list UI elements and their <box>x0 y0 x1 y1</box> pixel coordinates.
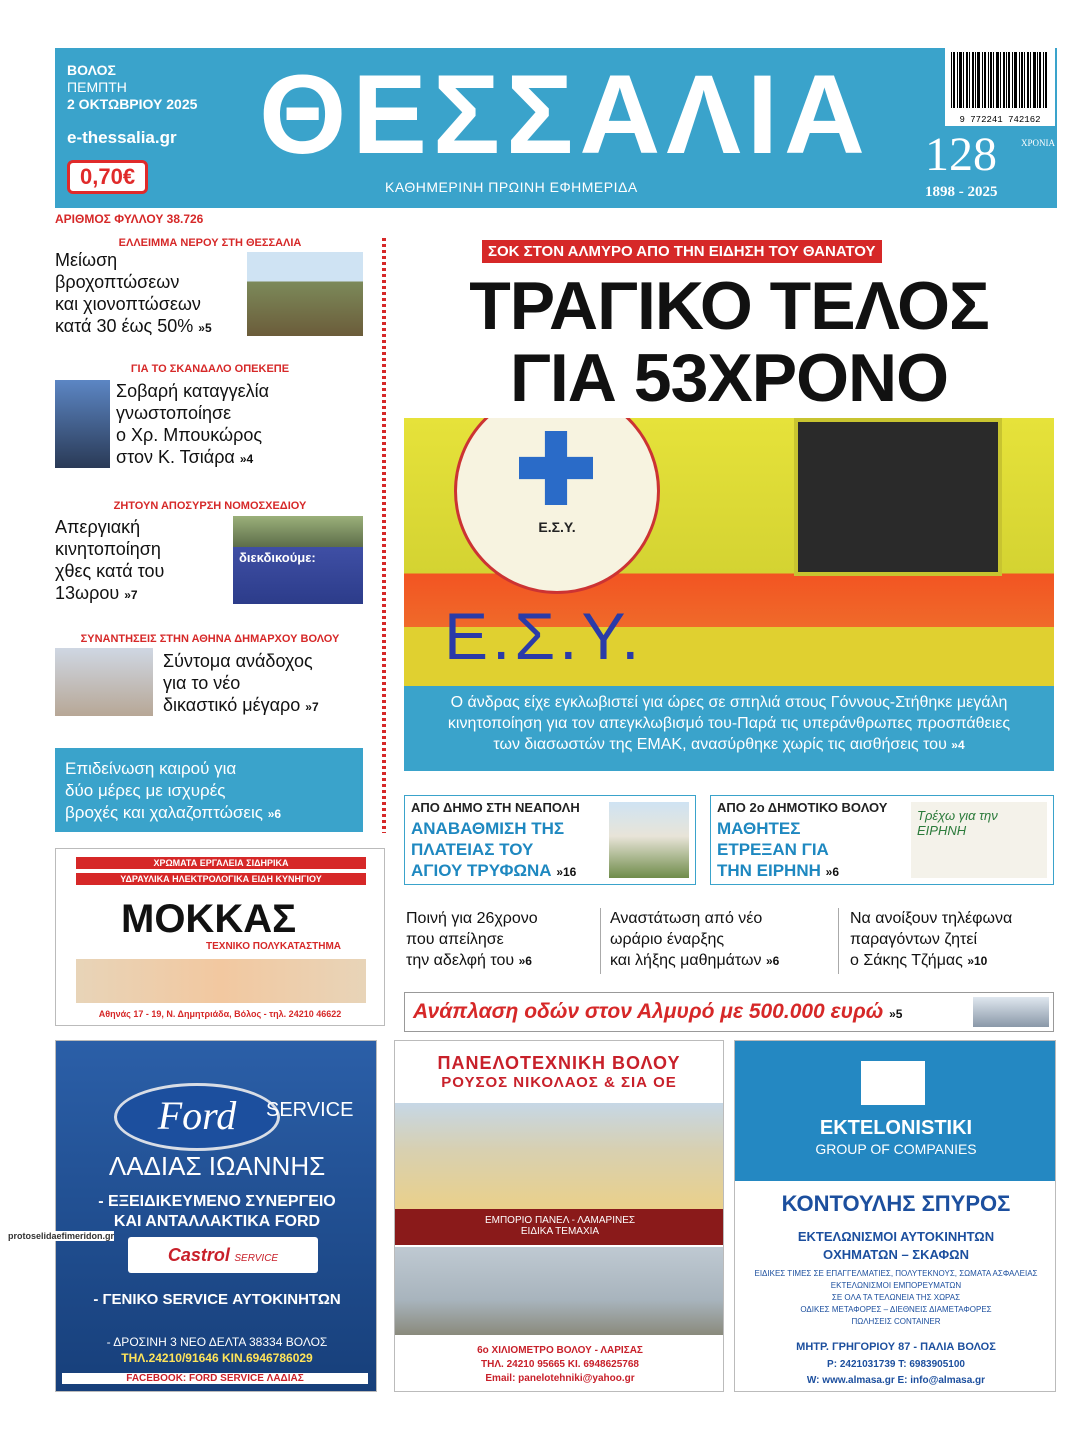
star-of-life-icon <box>519 431 593 505</box>
story-box-neapoli[interactable] <box>404 795 696 885</box>
page-ref: »6 <box>267 807 282 821</box>
main-caption <box>404 686 1054 771</box>
ford-line: ΚΑΙ ΑΝΤΑΛΛΑΚΤΙΚΑ FORD <box>113 1213 321 1230</box>
tools-illustration <box>76 959 366 1003</box>
ford-owner: ΛΑΔΙΑΣ ΙΩΑΝΝΗΣ <box>108 1151 326 1181</box>
box-line: ΕΤΡΕΞΑΝ ΓΙΑ <box>717 840 829 859</box>
lead-line: κινητοποίηση <box>55 539 161 559</box>
castrol-logo <box>128 1237 318 1273</box>
ford-address: - ΔΡΟΣΙΝΗ 3 ΝΕΟ ΔΕΛΤΑ 38334 ΒΟΛΟΣ <box>106 1335 328 1349</box>
page-ref: »5 <box>889 1007 903 1021</box>
lead-line: χθες κατά του <box>55 561 165 581</box>
ford-facebook: FACEBOOK: FORD SERVICE ΛΑΔΙΑΣ <box>62 1373 368 1384</box>
brief-story-phones[interactable] <box>850 908 1012 972</box>
price-badge: 0,70€ <box>67 160 148 194</box>
headline-line: ΓΙΑ 53ΧΡΟΝΟ <box>509 340 948 416</box>
box-line: ΜΑΘΗΤΕΣ <box>717 819 801 838</box>
ad-mokkas[interactable] <box>55 848 385 1026</box>
van-window <box>794 418 1002 576</box>
ekt-small: ΟΔΙΚΕΣ ΜΕΤΑΦΟΡΕΣ – ΔΙΕΘΝΕΙΣ ΔΙΑΜΕΤΑΦΟΡΕΣ <box>800 1305 992 1314</box>
weather-line: Επιδείνωση καιρού για <box>65 759 237 778</box>
ekt-header <box>735 1041 1056 1181</box>
years-word: ΧΡΟΝΙΑ <box>1021 138 1056 148</box>
sheets-photo <box>395 1247 724 1335</box>
tagline: ΚΑΘΗΜΕΡΙΝΗ ΠΡΩΙΝΗ ΕΦΗΜΕΡΙΔΑ <box>385 179 638 195</box>
ad-ford[interactable] <box>55 1040 377 1392</box>
anniversary <box>925 128 1056 201</box>
story-lead-courthouse[interactable] <box>163 650 319 718</box>
square-photo <box>609 802 689 878</box>
weather-box[interactable] <box>55 748 363 832</box>
panel-address: 6ο ΧΙΛΙΟΜΕΤΡΟ ΒΟΛΟΥ - ΛΑΡΙΣΑΣ <box>477 1345 643 1356</box>
ekt-small: ΠΩΛΗΣΕΙΣ CONTAINER <box>851 1317 941 1326</box>
field-photo <box>247 252 363 336</box>
brief-line: Αναστάτωση από νέο <box>610 910 763 927</box>
ad-mokkas-sub: ΤΕΧΝΙΚΟ ΠΟΛΥΚΑΤΑΣΤΗΜΑ <box>206 941 342 952</box>
peace-sign-photo <box>911 802 1047 878</box>
politician-photo <box>55 380 110 468</box>
story-box-school[interactable] <box>710 795 1054 885</box>
ford-line: - ΓΕΝΙΚΟ SERVICE ΑΥΤΟΚΙΝΗΤΩΝ <box>93 1291 341 1308</box>
story-lead-strike[interactable] <box>55 516 164 606</box>
lead-line: Σύντομα ανάδοχος <box>163 651 313 671</box>
box-line: ΑΓΙΟΥ ΤΡΥΦΩΝΑ <box>411 861 552 880</box>
barcode-number: 9 772241 742162 <box>959 115 1041 125</box>
box-title <box>411 818 576 883</box>
panel-email: Email: panelotehniki@yahoo.gr <box>485 1373 635 1384</box>
website-link[interactable]: e-thessalia.gr <box>67 128 177 147</box>
brief-line: ωράριο έναρξης <box>610 931 725 948</box>
bar-text: Ανάπλαση οδών στον Αλμυρό με 500.000 ευρώ <box>413 1000 884 1023</box>
ad-panelotechniki[interactable] <box>394 1040 724 1392</box>
banner-text: διεκδικούμε: <box>239 550 316 565</box>
weekday: ΠΕΜΠΤΗ <box>67 79 127 95</box>
ekt-small: ΣΕ ΟΛΑ ΤΑ ΤΕΛΩΝΕΙΑ ΤΗΣ ΧΩΡΑΣ <box>831 1293 961 1302</box>
panel-title: ΠΑΝΕΛΟΤΕΧΝΙΚΗ ΒΟΛΟΥ <box>437 1053 681 1073</box>
lead-line: ο Χρ. Μπουκώρος <box>116 425 263 445</box>
main-headline[interactable] <box>404 270 1054 414</box>
ford-phones: ΤΗΛ.24210/91646 ΚΙΝ.6946786029 <box>121 1351 313 1365</box>
lead-line: Μείωση <box>55 250 118 270</box>
page-ref: »4 <box>239 452 254 466</box>
years-range: 1898 - 2025 <box>925 184 998 200</box>
ambulance-photo <box>404 418 1054 686</box>
brief-line: που απείλησε <box>406 931 504 948</box>
headline-line: ΤΡΑΓΙΚΟ ΤΕΛΟΣ <box>469 268 989 344</box>
story-lead-water[interactable] <box>55 249 212 339</box>
ad-ektelonistiki[interactable] <box>734 1040 1056 1392</box>
divider <box>838 908 839 974</box>
ekt-line: ΕΚΤΕΛΩΝΙΣΜΟΙ ΑΥΤΟΚΙΝΗΤΩΝ <box>797 1229 995 1244</box>
divider <box>600 908 601 974</box>
barcode <box>945 48 1055 126</box>
ad-address: Αθηνάς 17 - 19, Ν. Δημητριάδα, Βόλος - τηλ. 24210 46622 <box>98 1009 342 1019</box>
brief-story-schedule[interactable] <box>610 908 779 972</box>
ekt-address: ΜΗΤΡ. ΓΡΗΓΟΡΙΟΥ 87 - ΠΑΛΙΑ ΒΟΛΟΣ <box>796 1341 996 1353</box>
main-kicker: ΣΟΚ ΣΤΟΝ ΑΛΜΥΡΟ ΑΠΟ ΤΗΝ ΕΙΔΗΣΗ ΤΟΥ ΘΑΝΑΤΟΥ <box>482 240 882 263</box>
page-ref: »6 <box>765 954 780 968</box>
brief-line: ο Σάκης Τζήμας <box>850 952 963 969</box>
emblem-text: Ε.Σ.Υ. <box>538 519 576 535</box>
watermark: protoselidaefimeridon.gr <box>8 1231 115 1241</box>
lead-line: 13ωρου <box>55 583 120 603</box>
lead-line: στον Κ. Τσιάρα <box>116 447 235 467</box>
newspaper-logo: ΘΕΣΣΑΛΙΑ <box>259 52 871 177</box>
caption-line: Ο άνδρας είχε εγκλωβιστεί για ώρες σε σπηλιά στους Γόννους-Στήθηκε μεγάλη <box>450 694 1008 711</box>
story-lead-opekepe[interactable] <box>116 380 269 470</box>
page-ref: »7 <box>124 588 138 602</box>
castrol-service: SERVICE <box>234 1253 279 1264</box>
panel-band <box>395 1209 724 1245</box>
ekt-line: ΟΧΗΜΑΤΩΝ – ΣΚΑΦΩΝ <box>823 1247 969 1262</box>
esy-lettering: Ε.Σ.Υ. <box>444 599 644 673</box>
box-line: ΠΛΑΤΕΙΑΣ ΤΟΥ <box>411 840 534 859</box>
page-ref: »4 <box>951 738 965 752</box>
box-kicker: ΑΠΟ ΔΗΜΟ ΣΤΗ ΝΕΑΠΟΛΗ <box>411 800 580 815</box>
panels-photo <box>395 1103 724 1209</box>
ford-brand: Ford <box>157 1093 237 1138</box>
ad-row: ΧΡΩΜΑΤΑ ΕΡΓΑΛΕΙΑ ΣΙΔΗΡΙΚΑ <box>76 857 366 869</box>
story-kicker: ΓΙΑ ΤΟ ΣΚΑΝΔΑΛΟ ΟΠΕΚΕΠΕ <box>130 363 290 375</box>
ekt-brand: EKTELONISTIKI <box>819 1117 973 1139</box>
ekt-name: ΚΟΝΤΟΥΛΗΣ ΣΠΥΡΟΣ <box>781 1191 1011 1216</box>
container-icon <box>861 1061 925 1105</box>
weather-line: δύο μέρες με ισχυρές <box>65 781 226 800</box>
panel-subtitle: ΡΟΥΣΟΣ ΝΙΚΟΛΑΟΣ & ΣΙΑ ΟΕ <box>441 1074 677 1091</box>
lead-line: δικαστικό μέγαρο <box>163 695 301 715</box>
panel-phones: ΤΗΛ. 24210 95665 ΚΙ. 6948625768 <box>481 1359 639 1370</box>
page-ref: »6 <box>518 954 532 968</box>
masthead-meta <box>67 62 197 113</box>
band-line: ΕΜΠΟΡΙΟ ΠΑΝΕΛ - ΛΑΜΑΡΙΝΕΣ <box>484 1215 636 1226</box>
almyros-roads-bar[interactable] <box>404 992 1054 1032</box>
page-ref: »10 <box>967 954 988 968</box>
page-ref: »6 <box>825 865 839 879</box>
page-ref: »16 <box>556 865 577 879</box>
protest-photo <box>233 516 363 604</box>
sign-text: Τρέχω για την ΕΙΡΗΝΗ <box>917 808 998 838</box>
ekt-web: W: www.almasa.gr E: info@almasa.gr <box>806 1375 986 1386</box>
ekt-phones: Ρ: 2421031739 Τ: 6983905100 <box>827 1359 965 1370</box>
building-photo <box>973 997 1049 1027</box>
brief-line: Να ανοίξουν τηλέφωνα <box>850 910 1013 927</box>
lead-line: για το νέο <box>163 673 241 693</box>
story-kicker: ΖΗΤΟΥΝ ΑΠΟΣΥΡΣΗ ΝΟΜΟΣΧΕΔΙΟΥ <box>113 500 307 512</box>
ford-line: - ΕΞΕΙΔΙΚΕΥΜΕΝΟ ΣΥΝΕΡΓΕΙΟ <box>98 1193 336 1210</box>
esy-emblem <box>454 418 660 594</box>
box-kicker: ΑΠΟ 2ο ΔΗΜΟΤΙΚΟ ΒΟΛΟΥ <box>717 800 888 815</box>
lead-line: Απεργιακή <box>55 517 141 537</box>
lead-line: γνωστοποίησε <box>116 403 232 423</box>
box-title <box>717 818 839 883</box>
years-number: 128 <box>925 128 997 181</box>
city: ΒΟΛΟΣ <box>67 62 116 78</box>
story-kicker: ΣΥΝΑΝΤΗΣΕΙΣ ΣΤΗΝ ΑΘΗΝΑ ΔΗΜΑΡΧΟΥ ΒΟΛΟΥ <box>80 633 340 645</box>
box-line: ΑΝΑΒΑΘΜΙΣΗ ΤΗΣ <box>411 819 565 838</box>
issue-date: 2 ΟΚΤΩΒΡΙΟΥ 2025 <box>67 96 198 112</box>
masthead <box>55 48 1057 208</box>
column-divider <box>382 238 386 833</box>
issue-number: ΑΡΙΘΜΟΣ ΦΥΛΛΟΥ 38.726 <box>55 212 204 226</box>
lead-line: και χιονοπτώσεων <box>55 294 201 314</box>
brief-line: την αδελφή του <box>406 952 515 969</box>
brief-line: και λήξης μαθημάτων <box>610 952 762 969</box>
band-line: ΕΙΔΙΚΑ ΤΕΜΑΧΙΑ <box>520 1226 600 1237</box>
ford-service: SERVICE <box>266 1099 354 1121</box>
ford-oval-icon <box>114 1083 280 1151</box>
lead-line: Σοβαρή καταγγελία <box>116 381 270 401</box>
brief-story-sentence[interactable] <box>406 908 538 972</box>
brief-line: Ποινή για 26χρονο <box>406 910 538 927</box>
lead-line: βροχοπτώσεων <box>55 272 180 292</box>
meeting-photo <box>55 648 153 716</box>
ad-row: ΥΔΡΑΥΛΙΚΑ ΗΛΕΚΤΡΟΛΟΓΙΚΑ ΕΙΔΗ ΚΥΝΗΓΙΟΥ <box>76 873 366 885</box>
weather-line: βροχές και χαλαζοπτώσεις <box>65 803 263 822</box>
caption-line: κινητοποίηση για τον απεγκλωβισμό του-Παρά τις υπεράνθρωπες προσπάθειες <box>447 715 1011 732</box>
ad-mokkas-name: ΜΟΚΚΑΣ <box>121 897 297 941</box>
barcode-icon <box>945 48 1055 110</box>
page-ref: »7 <box>305 700 319 714</box>
caption-line: των διασωστών της ΕΜΑΚ, ανασύρθηκε χωρίς τις αισθήσεις του <box>493 736 947 753</box>
castrol-text: Castrol <box>167 1245 230 1265</box>
lead-line: κατά 30 έως 50% <box>55 316 194 336</box>
page-ref: »5 <box>198 321 212 335</box>
ekt-group: GROUP OF COMPANIES <box>815 1141 977 1157</box>
brief-line: παραγόντων ζητεί <box>850 931 978 948</box>
story-kicker: ΕΛΛΕΙΜΜΑ ΝΕΡΟΥ ΣΤΗ ΘΕΣΣΑΛΙΑ <box>118 237 302 249</box>
box-line: ΤΗΝ ΕΙΡΗΝΗ <box>717 861 821 880</box>
ekt-small: ΕΚΤΕΛΩΝΙΣΜΟΙ ΕΜΠΟΡΕΥΜΑΤΩΝ <box>830 1281 962 1290</box>
ekt-small: ΕΙΔΙΚΕΣ ΤΙΜΕΣ ΣΕ ΕΠΑΓΓΕΛΜΑΤΙΕΣ, ΠΟΛΥΤΕΚΝΟΥΣ, ΣΩΜΑΤΑ ΑΣΦΑΛΕΙΑΣ <box>754 1269 1038 1278</box>
